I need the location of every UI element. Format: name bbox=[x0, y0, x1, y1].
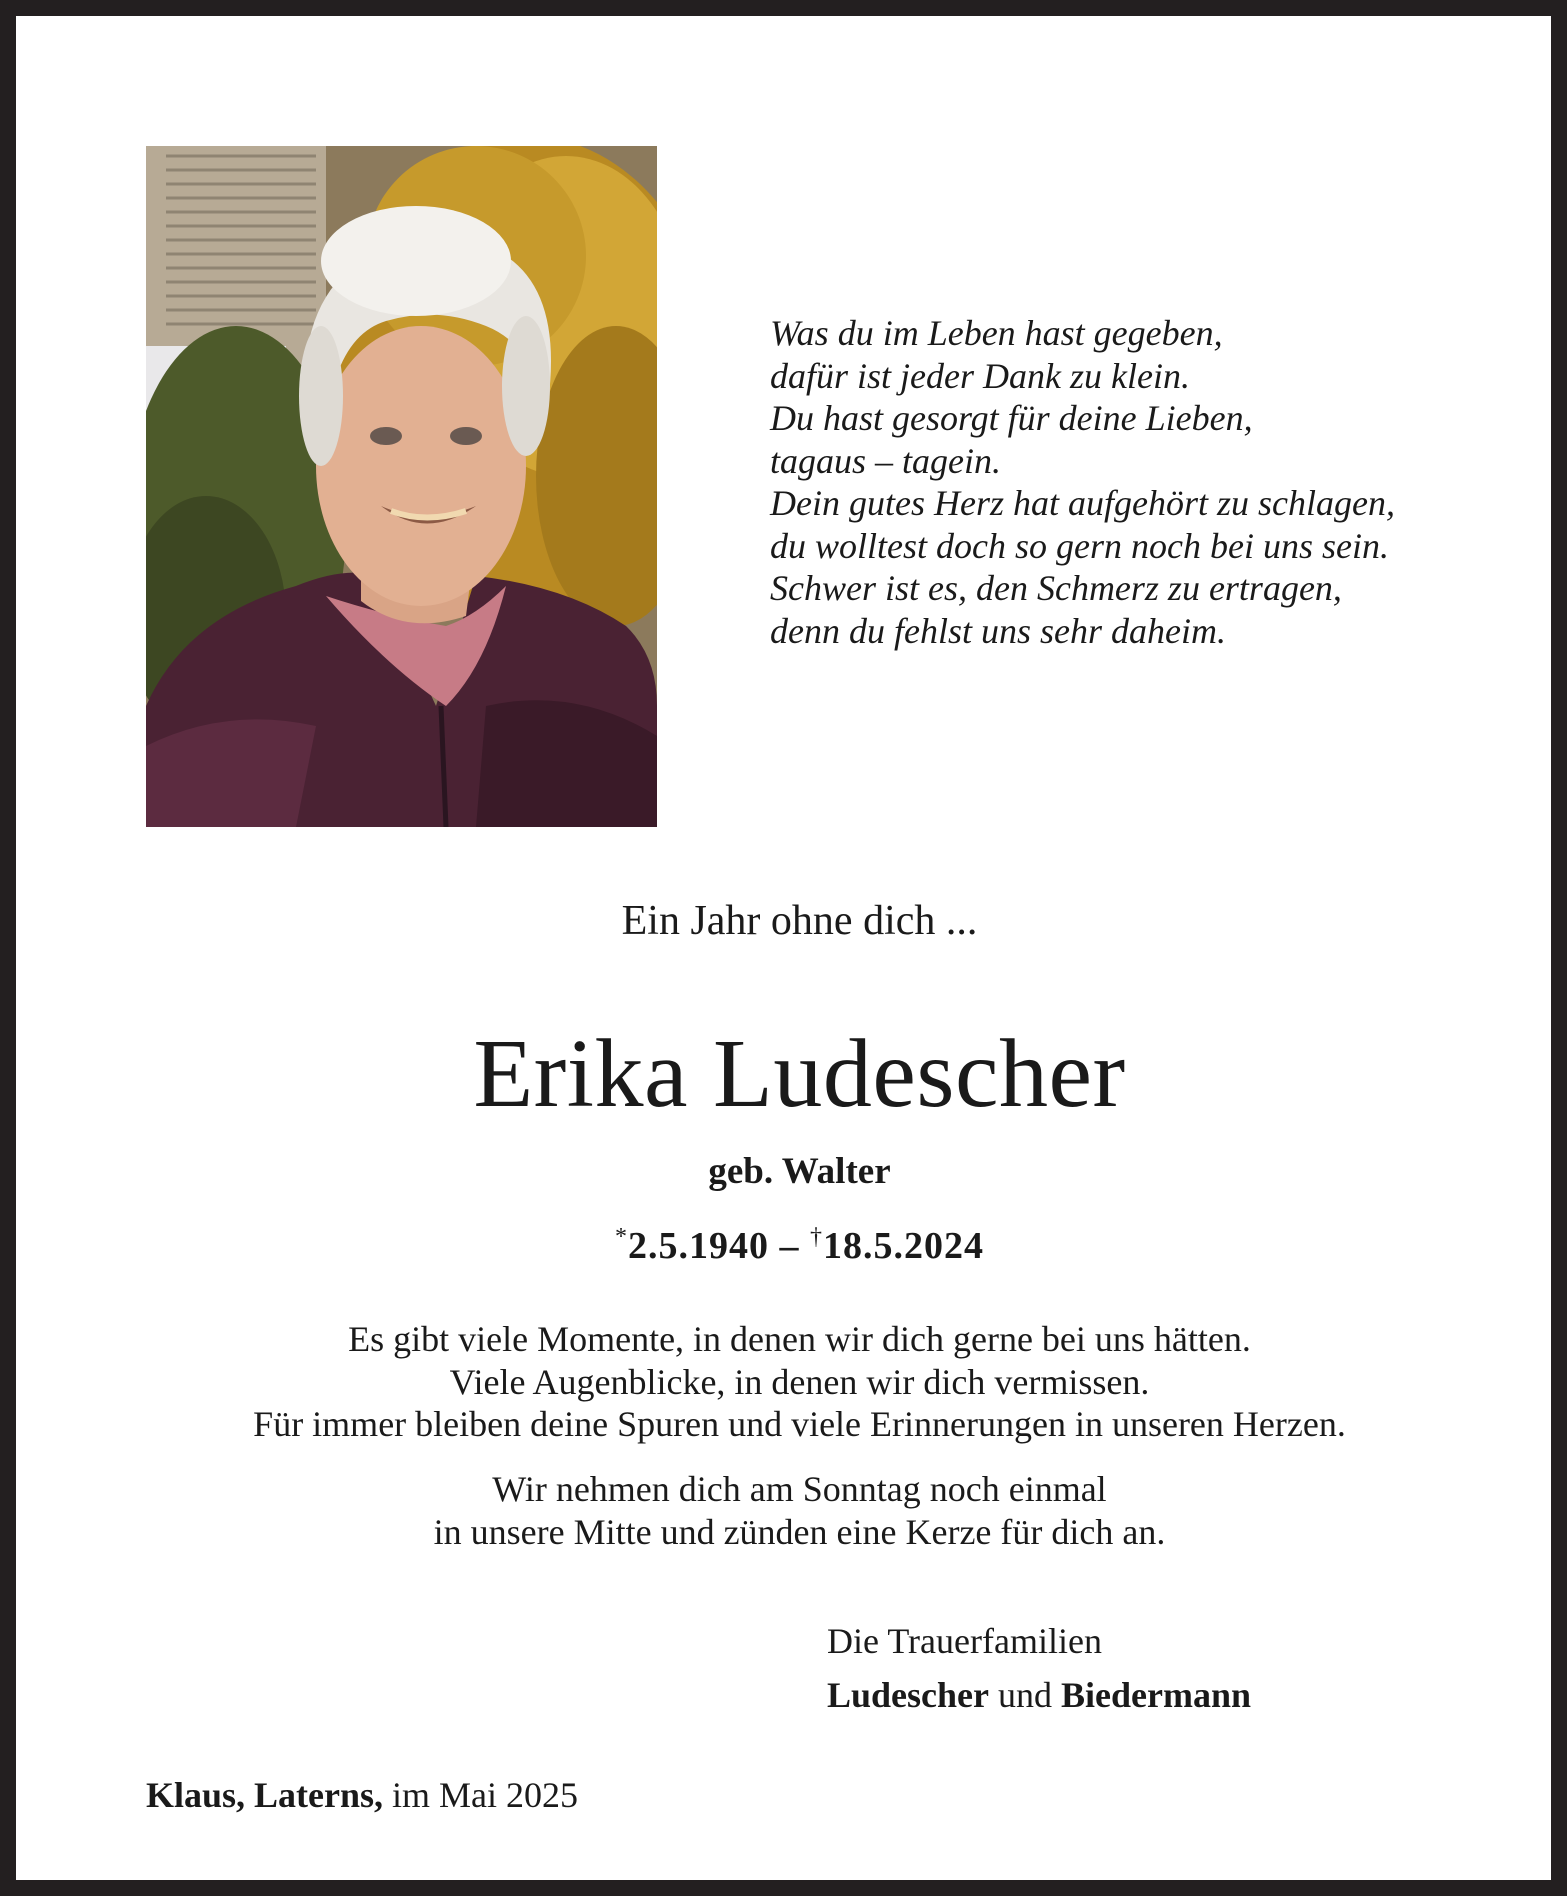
poem-line: Du hast gesorgt für deine Lieben, bbox=[770, 398, 1253, 438]
family-name: Ludescher bbox=[827, 1675, 989, 1715]
deceased-name: Erika Ludescher bbox=[473, 1020, 1126, 1128]
message-line: Für immer bleiben deine Spuren und viele Erinnerungen in unseren Herzen. bbox=[253, 1404, 1346, 1444]
family-name: Biedermann bbox=[1061, 1675, 1252, 1715]
death-date: 18.5.2024 bbox=[823, 1225, 984, 1267]
poem-line: Dein gutes Herz hat aufgehört zu schlagen, bbox=[770, 483, 1395, 523]
message-line: Viele Augenblicke, in denen wir dich vermissen. bbox=[449, 1361, 1150, 1402]
invite-line: Wir nehmen dich am Sonntag noch einmal bbox=[492, 1469, 1107, 1509]
maiden-name: geb. Walter bbox=[708, 1151, 891, 1192]
memorial-poem bbox=[770, 312, 1530, 652]
message-line: Es gibt viele Momente, in denen wir dich gerne bei uns hätten. bbox=[348, 1319, 1251, 1359]
place-and-date bbox=[146, 1773, 846, 1817]
signature-intro: Die Trauerfamilien bbox=[827, 1621, 1102, 1661]
life-dates bbox=[16, 1214, 1567, 1269]
poem-line: Was du im Leben hast gegeben, bbox=[770, 313, 1223, 353]
remembrance-message bbox=[16, 1318, 1567, 1446]
poem-line: tagaus – tagein. bbox=[770, 440, 1001, 481]
memorial-invitation bbox=[16, 1468, 1567, 1553]
signature-families bbox=[827, 1668, 1527, 1722]
death-cross-icon: † bbox=[810, 1224, 823, 1250]
family-signature bbox=[827, 1614, 1527, 1722]
poem-line: du wolltest doch so gern noch bei uns sein. bbox=[770, 525, 1389, 566]
birth-star-icon: * bbox=[615, 1224, 628, 1250]
anniversary-intro: Ein Jahr ohne dich ... bbox=[621, 898, 978, 944]
portrait-photo bbox=[146, 146, 657, 827]
date-separator: – bbox=[779, 1225, 800, 1267]
poem-line: denn du fehlst uns sehr daheim. bbox=[770, 610, 1226, 651]
poem-line: Schwer ist es, den Schmerz zu ertragen, bbox=[770, 568, 1342, 608]
notice-date: im Mai 2025 bbox=[392, 1775, 579, 1815]
birth-date: 2.5.1940 bbox=[628, 1225, 769, 1267]
signature-connector: und bbox=[998, 1675, 1052, 1715]
invite-line: in unsere Mitte und zünden eine Kerze für dich an. bbox=[433, 1511, 1166, 1552]
poem-line: dafür ist jeder Dank zu klein. bbox=[770, 355, 1190, 396]
place-names: Klaus, Laterns, bbox=[146, 1775, 384, 1815]
